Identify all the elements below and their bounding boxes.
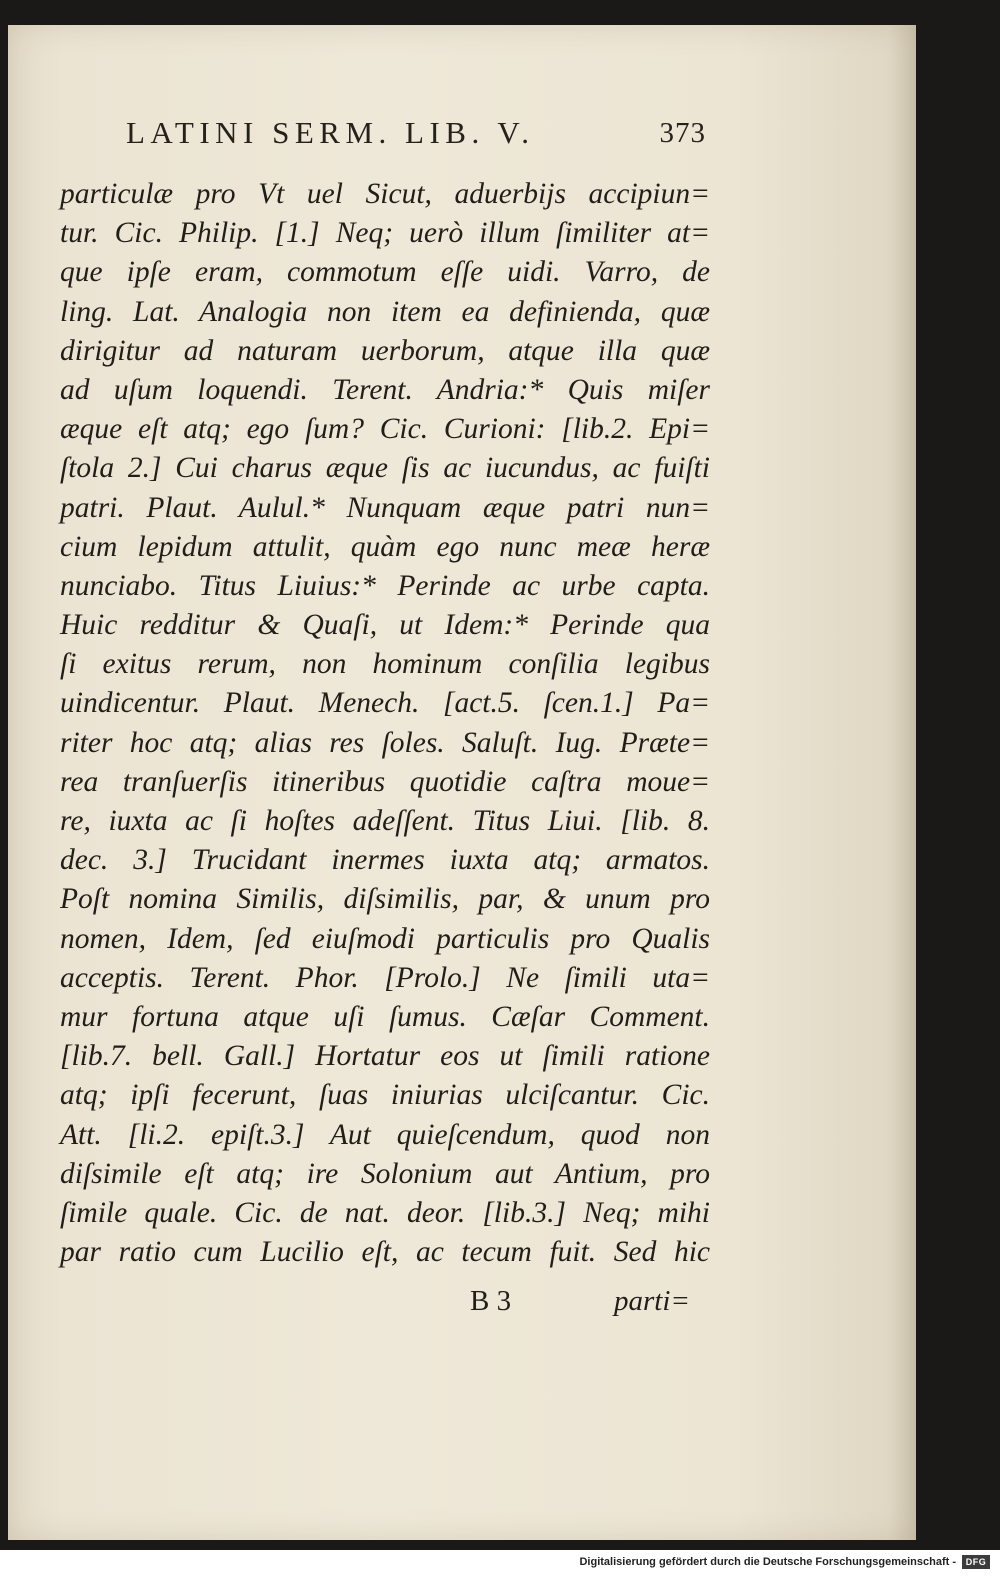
book-page <box>8 25 916 1540</box>
text-line: Poſt nomina Similis, diſsimilis, par, & unum pro <box>60 883 710 916</box>
text-line: Huic redditur & Quaſi, ut Idem:* Perinde qua <box>60 609 710 642</box>
dfg-logo-icon: DFG <box>962 1555 990 1569</box>
text-line: atq; ipſi fecerunt, ſuas iniurias ulciſcantur. Cic. <box>60 1079 710 1112</box>
text-line: nomen, Idem, ſed eiuſmodi particulis pro Qualis <box>60 922 710 955</box>
text-line: mur fortuna atque uſi ſumus. Cæſar Comment. <box>60 1000 710 1033</box>
page-footer <box>470 1282 690 1322</box>
text-line: diſsimile eſt atq; ire Solonium aut Antium, pro <box>60 1157 710 1190</box>
text-line: ſi exitus rerum, non hominum conſilia legibus <box>60 648 710 681</box>
text-line: tur. Cic. Philip. [1.] Neq; uerò illum ſimiliter at= <box>60 217 710 250</box>
running-head <box>126 111 706 161</box>
text-line: ſimile quale. Cic. de nat. deor. [lib.3.] Neq; mihi <box>60 1196 710 1229</box>
credit-bar <box>0 1550 1000 1582</box>
running-head-title: LATINI SERM. LIB. V. <box>126 115 535 150</box>
text-line: patri. Plaut. Aulul.* Nunquam æque patri nun= <box>60 491 710 524</box>
text-line: uindicentur. Plaut. Menech. [act.5. ſcen.1.] Pa= <box>60 687 710 720</box>
text-line: dec. 3.] Trucidant inermes iuxta atq; armatos. <box>60 844 710 877</box>
text-line: Att. [li.2. epiſt.3.] Aut quieſcendum, quod non <box>60 1118 710 1151</box>
text-line: rea tranſuerſis itineribus quotidie caſtra moue= <box>60 765 710 798</box>
text-line: dirigitur ad naturam uerborum, atque illa quæ <box>60 334 710 367</box>
text-line: que ipſe eram, commotum eſſe uidi. Varro, de <box>60 256 710 289</box>
text-line: ad uſum loquendi. Terent. Andria:* Quis miſer <box>60 373 710 406</box>
text-line: riter hoc atq; alias res ſoles. Saluſt. Iug. Præte= <box>60 726 710 759</box>
signature-mark: B 3 <box>470 1285 512 1317</box>
text-line: ling. Lat. Analogia non item ea definienda, quæ <box>60 295 710 328</box>
text-line: acceptis. Terent. Phor. [Prolo.] Ne ſimili uta= <box>60 961 710 994</box>
text-line: par ratio cum Lucilio eſt, ac tecum fuit. Sed hic <box>60 1236 710 1269</box>
text-line: particulæ pro Vt uel Sicut, aduerbijs accipiun= <box>60 178 710 210</box>
text-line: ſtola 2.] Cui charus æque ſis ac iucundus, ac fuiſti <box>60 452 710 485</box>
text-line: æque eſt atq; ego ſum? Cic. Curioni: [lib.2. Epi= <box>60 413 710 446</box>
body-text <box>60 175 710 1272</box>
page-number: 373 <box>659 117 706 149</box>
credit-text: Digitalisierung gefördert durch die Deutsche Forschungsgemeinschaft - <box>579 1556 956 1568</box>
text-line: cium lepidum attulit, quàm ego nunc meæ heræ <box>60 530 710 563</box>
text-line: re, iuxta ac ſi hoſtes adeſſent. Titus Liui. [lib. 8. <box>60 805 710 837</box>
text-line: [lib.7. bell. Gall.] Hortatur eos ut ſimili ratione <box>60 1040 710 1073</box>
catchword: parti= <box>614 1285 690 1317</box>
text-line: nunciabo. Titus Liuius:* Perinde ac urbe capta. <box>60 569 710 602</box>
